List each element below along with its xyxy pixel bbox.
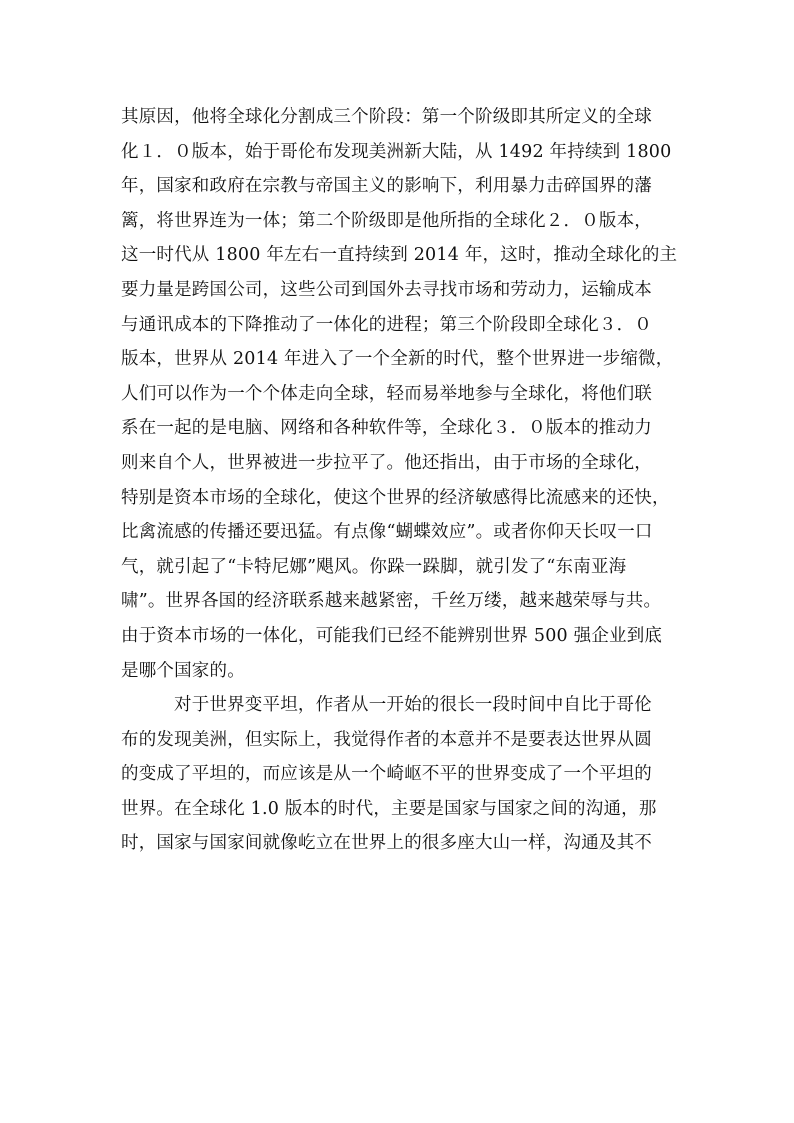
text-line: 特别是资本市场的全球化，使这个世界的经济敏感得比流感来的还快， (121, 487, 670, 508)
text-line: 其原因，他将全球化分割成三个阶段：第一个阶级即其所定义的全球 (121, 107, 652, 127)
text-line: 布的发现美洲，但实际上，我觉得作者的本意并不是要表达世界从圆 (121, 729, 652, 750)
text-line: 由于资本市场的一体化，可能我们已经不能辨别世界 500 强企业到底 (121, 625, 663, 646)
text-line: 的变成了平坦的，而应该是从一个崎岖不平的世界变成了一个平坦的 (121, 764, 652, 785)
text-line: 啸”。世界各国的经济联系越来越紧密，千丝万缕，越来越荣辱与共。 (121, 591, 662, 612)
text-line: 世界。在全球化 1.0 版本的时代，主要是国家与国家之间的沟通，那 (121, 798, 657, 819)
text-line: 篱，将世界连为一体；第二个阶级即是他所指的全球化２．０版本， (121, 210, 652, 231)
text-line: 年，国家和政府在宗教与帝国主义的影响下，利用暴力击碎国界的藩 (121, 176, 652, 197)
text-line: 系在一起的是电脑、网络和各种软件等，全球化３．０版本的推动力 (121, 418, 652, 439)
paragraph-2 (121, 688, 681, 861)
text-line: 人们可以作为一个个体走向全球，轻而易举地参与全球化，将他们联 (121, 383, 652, 404)
text-line: 与通讯成本的下降推动了一体化的进程；第三个阶段即全球化３．０ (121, 314, 652, 335)
text-line: 对于世界变平坦，作者从一开始的很长一段时间中自比于哥伦 (174, 695, 652, 716)
text-line: 时，国家与国家间就像屹立在世界上的很多座大山一样，沟通及其不 (121, 833, 652, 854)
text-line: 这一时代从 1800 年左右一直持续到 2014 年，这时，推动全球化的主 (121, 245, 678, 266)
paragraph-1 (121, 100, 681, 688)
text-line: 要力量是跨国公司，这些公司到国外去寻找市场和劳动力，运输成本 (121, 279, 652, 300)
text-line: 化１．０版本，始于哥伦布发现美洲新大陆，从 1492 年持续到 1800 (121, 141, 672, 162)
text-line: 版本，世界从 2014 年进入了一个全新的时代，整个世界进一步缩微， (121, 349, 674, 370)
text-line: 则来自个人，世界被进一步拉平了。他还指出，由于市场的全球化， (121, 452, 652, 473)
body-text (121, 100, 681, 861)
text-line: 比禽流感的传播还要迅猛。有点像“蝴蝶效应”。或者你仰天长叹一口 (121, 522, 653, 543)
text-line: 气，就引起了“卡特尼娜”飓风。你跺一跺脚，就引发了“东南亚海 (121, 556, 627, 577)
text-line: 是哪个国家的。 (121, 660, 245, 681)
